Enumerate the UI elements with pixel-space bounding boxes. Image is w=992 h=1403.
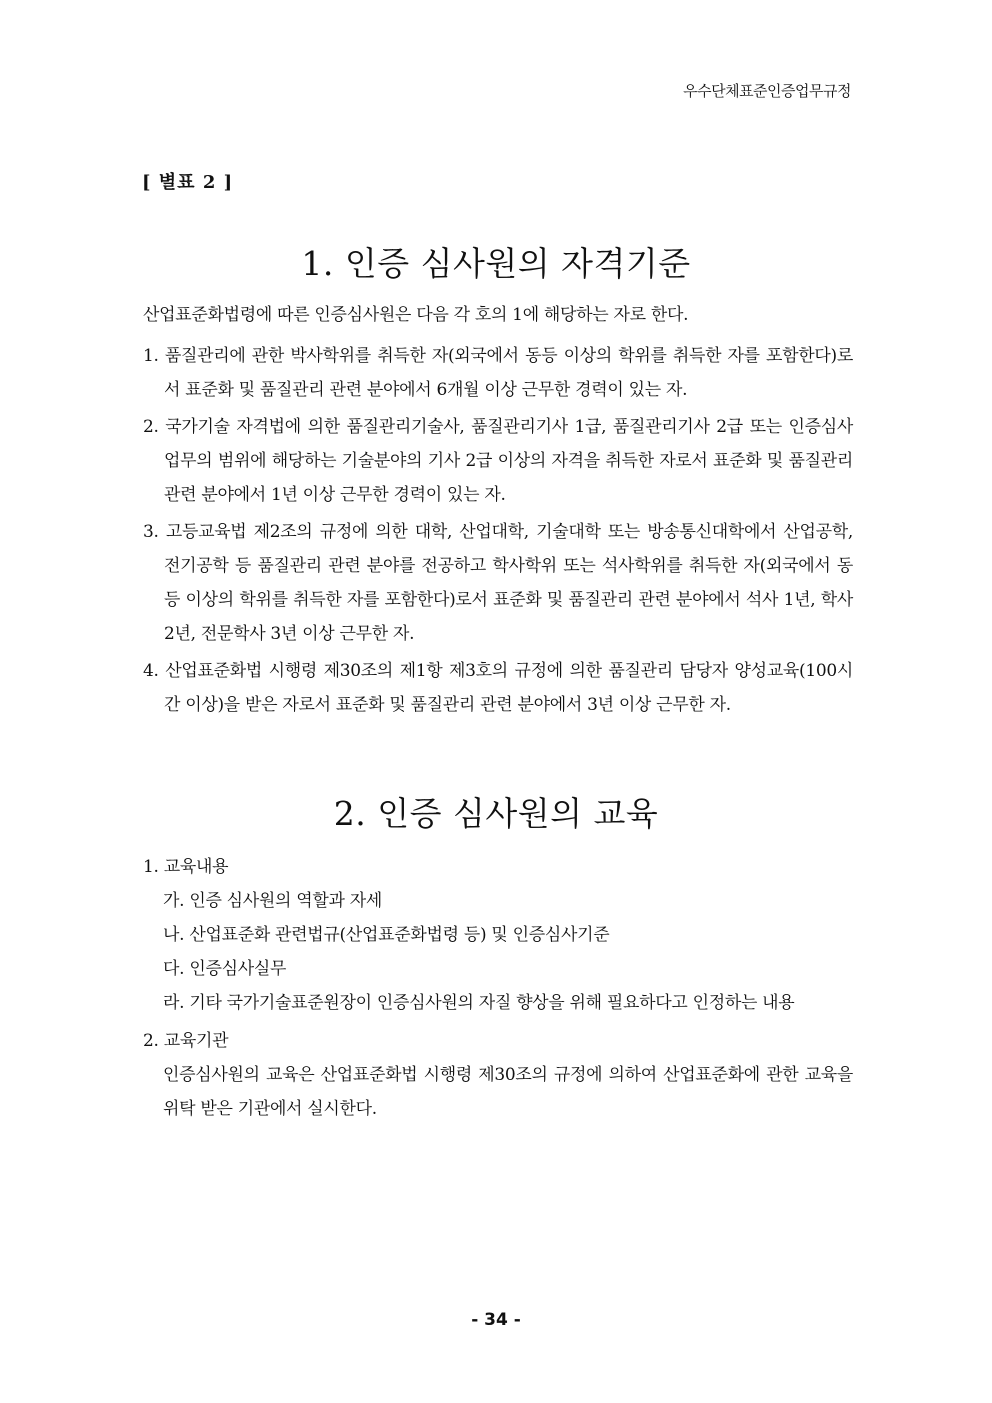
qualification-list [143, 339, 853, 725]
education-content-item-3: 다. 인증심사실무 [163, 959, 287, 979]
education-institution-title: 2. 교육기관 [143, 1031, 229, 1051]
education-content-item-4: 라. 기타 국가기술표준원장이 인증심사원의 자질 향상을 위해 필요하다고 인정하는 내용 [163, 993, 795, 1013]
document-title-header: 우수단체표준인증업무규정 [683, 82, 851, 100]
qualification-item-4: 4. 산업표준화법 시행령 제30조의 제1항 제3호의 규정에 의한 품질관리 담당자 양성교육(100시간 이상)을 받은 자로서 표준화 및 품질관리 관련 분야에서 3년 이상 근무한 자. [143, 661, 853, 715]
section1-intro: 산업표준화법령에 따른 인증심사원은 다음 각 호의 1에 해당하는 자로 한다. [143, 305, 689, 325]
qualification-item-1: 1. 품질관리에 관한 박사학위를 취득한 자(외국에서 동등 이상의 학위를 취득한 자를 포함한다)로서 표준화 및 품질관리 관련 분야에서 6개월 이상 근무한 경력이 있는 자. [143, 346, 853, 400]
education-content-item-1: 가. 인증 심사원의 역할과 자세 [163, 891, 382, 911]
section1-heading: 1. 인증 심사원의 자격기준 [301, 244, 691, 283]
page-number: - 34 - [471, 1310, 521, 1330]
section2-heading: 2. 인증 심사원의 교육 [333, 794, 659, 833]
education-institution-text: 인증심사원의 교육은 산업표준화법 시행령 제30조의 규정에 의하여 산업표준화에 관한 교육을 위탁 받은 기관에서 실시한다. [163, 1065, 853, 1119]
education-section [143, 850, 853, 1126]
annex-label: [ 별표 2 ] [142, 172, 234, 193]
qualification-item-3: 3. 고등교육법 제2조의 규정에 의한 대학, 산업대학, 기술대학 또는 방송통신대학에서 산업공학, 전기공학 등 품질관리 관련 분야를 전공하고 학사학위 또는 석사학위를 취득한 자(외국에서 동등 이상의 학위를 취득한 자를 포함한다)로서 표준화 및 품질관리 관련 분야에서 석사 1년, 학사 2년, 전문학사 3년 이상 근무한 자. [143, 522, 853, 644]
education-content-title: 1. 교육내용 [143, 857, 229, 877]
education-content-item-2: 나. 산업표준화 관련법규(산업표준화법령 등) 및 인증심사기준 [163, 925, 610, 945]
qualification-item-2: 2. 국가기술 자격법에 의한 품질관리기술사, 품질관리기사 1급, 품질관리기사 2급 또는 인증심사 업무의 범위에 해당하는 기술분야의 기사 2급 이상의 자격을 취득한 자로서 표준화 및 품질관리 관련 분야에서 1년 이상 근무한 경력이 있는 자. [143, 417, 853, 505]
